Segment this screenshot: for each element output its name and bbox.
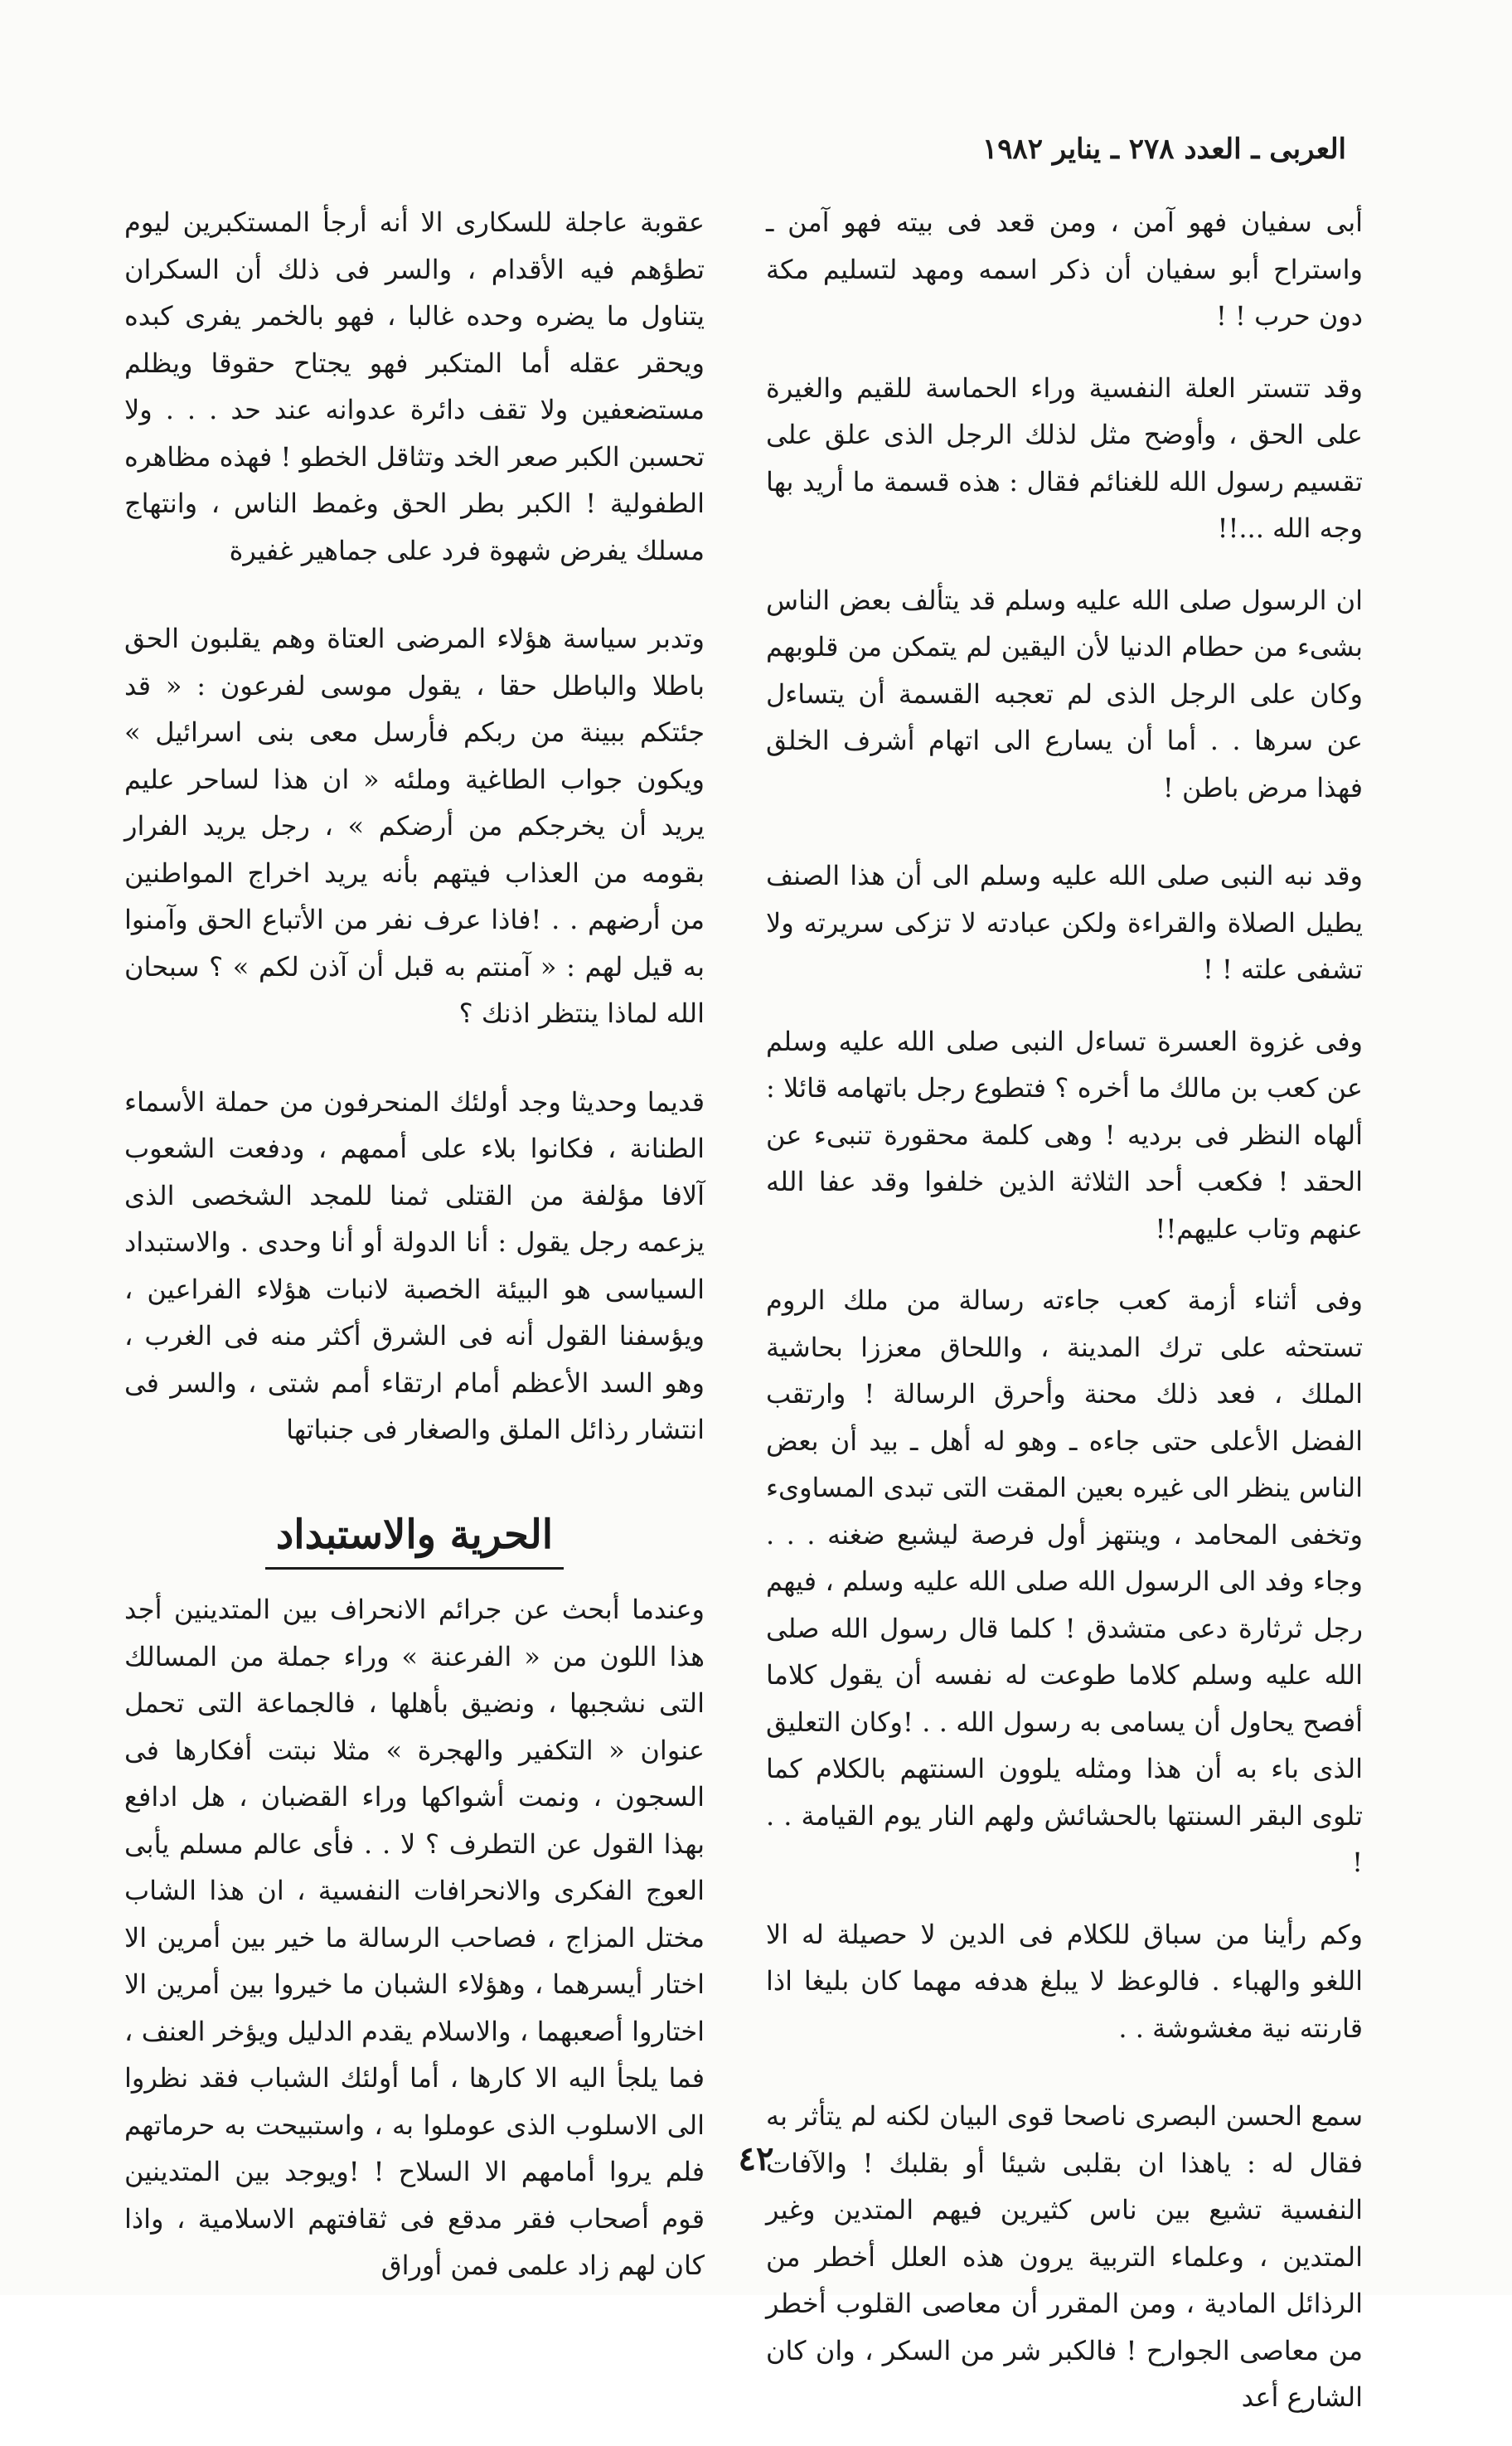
- page-number: ٤٢: [738, 2139, 774, 2178]
- paragraph: وكم رأينا من سباق للكلام فى الدين لا حصيلة له الا اللغو والهباء . فالوعظ لا يبلغ هدفه مهما كان بليغا اذا قارنته نية مغشوشة . .: [766, 1918, 1363, 2044]
- paragraph: وفى أثناء أزمة كعب جاءته رسالة من ملك الروم تستحثه على ترك المدينة ، واللحاق معززا بحاشية الملك ، فعد ذلك محنة وأحرق الرسالة ! وارتقب الفضل الأعلى حتى جاءه ـ وهو له أهل ـ بيد أن بعض الناس ينظر الى غيره بعين المقت التى تبدى المساوىء وتخفى المحامد ، وينتهز أول فرصة ليشبع ضغنه . . . وجاء وفد الى الرسول الله صلى الله عليه وسلم ، فيهم رجل ثرثارة دعى متشدق ! كلما قال رسول الله صلى الله عليه وسلم كلاما طوعت له نفسه أن يقول كلاما أفصح يحاول أن يسامى به رسول الله . . !وكان التعليق الذى باء به أن هذا ومثله يلوون السنتهم بالكلام كما تلوى البقر السنتها بالحشائش ولهم النار يوم القيامة . . !: [766, 1284, 1363, 1878]
- section-heading: الحرية والاستبداد: [124, 1512, 705, 1570]
- paragraph: وتدبر سياسة هؤلاء المرضى العتاة وهم يقلبون الحق باطلا والباطل حقا ، يقول موسى لفرعون : « قد جئتكم ببينة من ربكم فأرسل معى بنى اسرائيل » ويكون جواب الطاغية وملئه « ان هذا لساحر عليم يريد أن يخرجكم من أرضكم » ، رجل يريد الفرار بقومه من العذاب فيتهم بأنه يريد اخراج المواطنين من أرضهم . . !فاذا عرف نفر من الأتباع الحق وآمنوا به قيل لهم : « آمنتم به قبل أن آذن لكم » ؟ سبحان الله لماذا ينتظر اذنك ؟: [124, 623, 705, 1029]
- paragraph: ان الرسول صلى الله عليه وسلم قد يتألف بعض الناس بشىء من حطام الدنيا لأن اليقين لم يتمكن من قلوبهم وكان على الرجل الذى لم تعجبه القسمة أن يتساءل عن سرها . . أما أن يسارع الى اتهام أشرف الخلق فهذا مرض باطن !: [766, 584, 1364, 803]
- paragraph: وقد تتستر العلة النفسية وراء الحماسة للقيم والغيرة على الحق ، وأوضح مثل لذلك الرجل الذى علق على تقسيم رسول الله للغنائم فقال : هذه قسمة ما أريد بها وجه الله ...!!: [766, 371, 1363, 544]
- paragraph: سمع الحسن البصرى ناصحا قوى البيان لكنه لم يتأثر به فقال له : ياهذا ان بقلبى شيئا أو بقلبك ! والآفات النفسية تشيع بين ناس كثيرين فيهم المتدين وغير المتدين ، وعلماء التربية يرون هذه العلل أخطر من الرذائل المادية ، ومن المقرر أن معاصى القلوب أخطر من معاصى الجوارح ! فالكبر شر من السكر ، وان كان الشارع أعد: [766, 2100, 1363, 2413]
- paragraph: وعندما أبحث عن جرائم الانحراف بين المتدينين أجد هذا اللون من « الفرعنة » وراء جملة من المسالك التى نشجبها ، ونضيق بأهلها ، فالجماعة التى تحمل عنوان « التكفير والهجرة » مثلا نبتت أفكارها فى السجون ، ونمت أشواكها وراء القضبان ، هل ادافع بهذا القول عن التطرف ؟ لا . . فأى عالم مسلم يأبى العوج الفكرى والانحرافات النفسية ، ان هذا الشاب مختل المزاج ، فصاحب الرسالة ما خير بين أمرين الا اختار أيسرهما ، وهؤلاء الشبان ما خيروا بين أمرين الا اختاروا أصعبهما ، والاسلام يقدم الدليل ويؤخر العنف ، فما يلجأ اليه الا كارها ، أما أولئك الشباب فقد نظروا الى الاسلوب الذى عوملوا به ، واستبيحت به حرماتهم فلم يروا أمامهم الا السلاح ! !ويوجد بين المتدينين قوم أصحاب فقر مدقع فى ثقافتهم الاسلامية ، واذا كان لهم زاد علمى فمن أوراق: [124, 1594, 705, 2281]
- paragraph: وقد نبه النبى صلى الله عليه وسلم الى أن هذا الصنف يطيل الصلاة والقراءة ولكن عبادته لا تزكى سريرته ولا تشفى علته ! !: [766, 860, 1363, 985]
- left-column: [124, 199, 705, 2314]
- paragraph: وفى غزوة العسرة تساءل النبى صلى الله عليه وسلم عن كعب بن مالك ما أخره ؟ فتطوع رجل باتهامه قائلا : ألهاه النظر فى برديه ! وهى كلمة محقورة تنبىء عن الحقد ! فكعب أحد الثلاثة الذين خلفوا وقد عفا الله عنهم وتاب عليهم!!: [766, 1025, 1363, 1245]
- paragraph: أبى سفيان فهو آمن ، ومن قعد فى بيته فهو آمن ـ واستراح أبو سفيان أن ذكر اسمه ومهد لتسليم مكة دون حرب ! !: [766, 206, 1363, 332]
- paragraph: عقوبة عاجلة للسكارى الا أنه أرجأ المستكبرين ليوم تطؤهم فيه الأقدام ، والسر فى ذلك أن السكران يتناول ما يضره وحده غالبا ، فهو بالخمر يفرى كبده ويحقر عقله أما المتكبر فهو يجتاح حقوقا ويظلم مستضعفين ولا تقف دائرة عدوانه عند حد . . . ولا تحسبن الكبر صعر الخد وتثاقل الخطو ! فهذه مظاهره الطفولية ! الكبر بطر الحق وغمط الناس ، وانتهاج مسلك يفرض شهوة فرد على جماهير غفيرة: [124, 206, 705, 566]
- running-header: العربى ـ العدد ٢٧٨ ـ يناير ١٩٨٢: [981, 133, 1346, 166]
- paragraph: قديما وحديثا وجد أولئك المنحرفون من حملة الأسماء الطنانة ، فكانوا بلاء على أممهم ، ودفعت الشعوب آلافا مؤلفة من القتلى ثمنا للمجد الشخصى الذى يزعمه رجل يقول : أنا الدولة أو أنا وحدى . والاستبداد السياسى هو البيئة الخصبة لانبات هؤلاء الفراعين ، ويؤسفنا القول أنه فى الشرق أكثر منه فى الغرب ، وهو السد الأعظم أمام ارتقاء أمم شتى ، والسر فى انتشار رذائل الملق والصغار فى جنباتها: [124, 1085, 705, 1445]
- right-column: [766, 199, 1363, 2446]
